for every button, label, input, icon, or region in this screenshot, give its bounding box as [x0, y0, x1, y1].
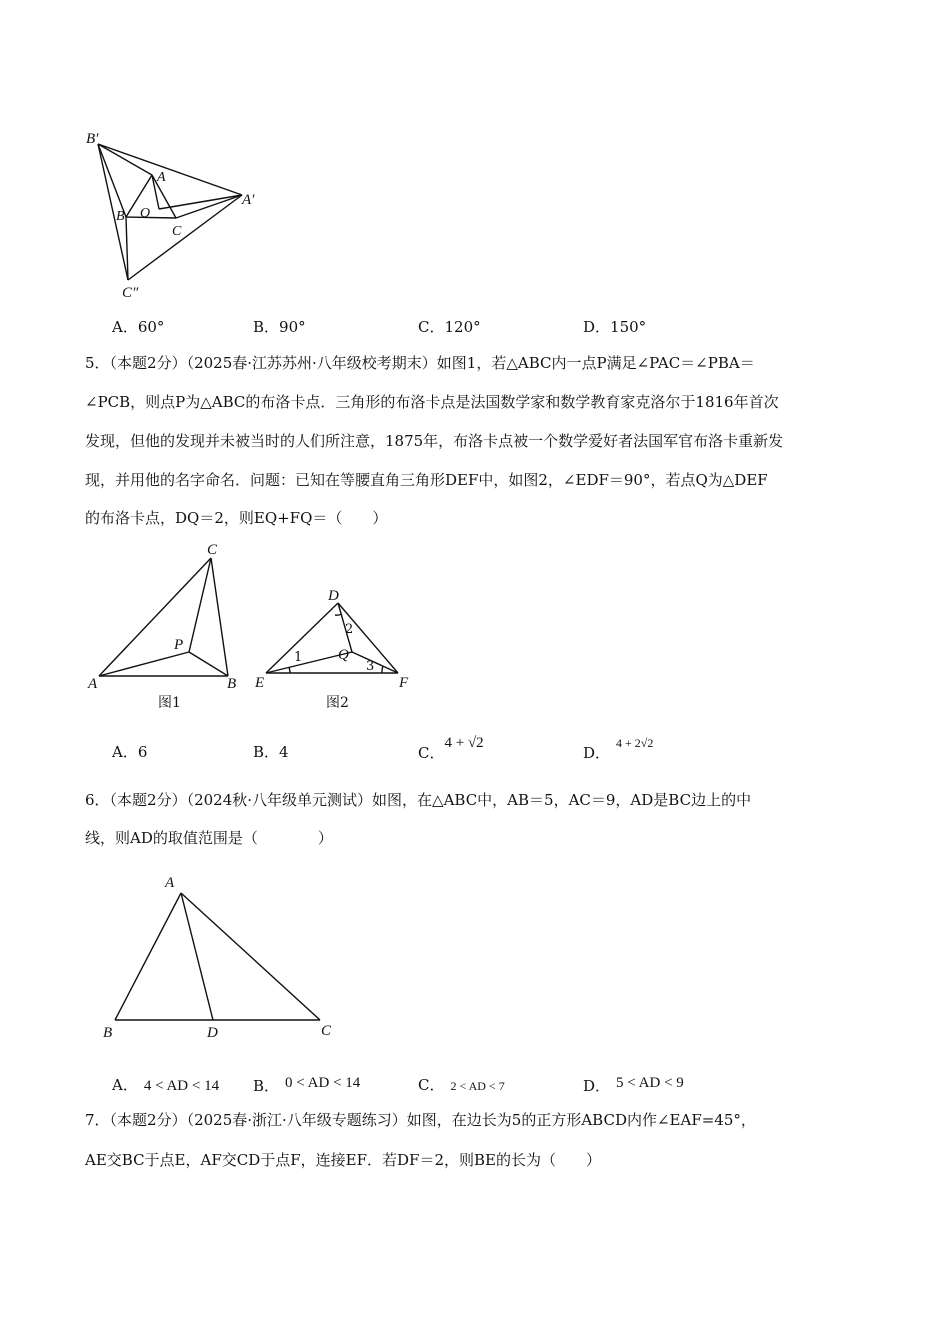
- q5-text-line-1: 5．（本题2分）（2025春·江苏苏州·八年级校考期末）如图1，若△ABC内一点P满足∠PAC＝∠PBA＝: [85, 354, 755, 372]
- q4-label-bprime: B′: [86, 131, 99, 147]
- q5-fig2-label-q: Q: [338, 647, 349, 663]
- q5-option-c: C．4 + √2: [418, 735, 484, 762]
- q5-fig1-label-b: B: [227, 676, 237, 692]
- q5-fig2-label-f: F: [399, 675, 409, 691]
- q6-text-line-2: 线，则AD的取值范围是（ ）: [85, 829, 333, 847]
- q4-option-a: A．60°: [112, 318, 165, 336]
- q4-label-a: A: [157, 170, 166, 185]
- q5-fig1-caption: 图1: [158, 695, 181, 711]
- q6-label-c: C: [321, 1023, 332, 1039]
- q4-label-cdoubleprime: C″: [122, 285, 139, 301]
- q6-option-c: C． 2 < AD < 7: [418, 1076, 505, 1094]
- q7-text-line-2: AE交BC于点E，AF交CD于点F，连接EF．若DF＝2，则BE的长为（ ）: [85, 1151, 601, 1169]
- q6-option-b: B． 0 < AD < 14: [253, 1075, 361, 1095]
- q5-fig1-label-c: C: [207, 542, 218, 558]
- q5-fig2-angle-3: 3: [366, 659, 375, 674]
- q5-fig2-label-e: E: [255, 675, 265, 691]
- q5-fig2-caption: 图2: [326, 695, 349, 711]
- q5-option-d: D．4 + 2√2: [583, 736, 654, 762]
- q5-text-line-4: 现，并用他的名字命名．问题：已知在等腰直角三角形DEF中，如图2，∠EDF＝90°，若点Q为△DEF: [85, 471, 768, 489]
- q5-figure-1: [85, 540, 255, 715]
- q4-label-c: C: [172, 224, 182, 239]
- q4-option-c: C．120°: [418, 318, 481, 336]
- q6-label-b: B: [103, 1025, 113, 1041]
- q4-option-b: B．90°: [253, 318, 306, 336]
- q7-text-line-1: 7．（本题2分）（2025春·浙江·八年级专题练习）如图，在边长为5的正方形ABCD内作∠EAF=45°，: [85, 1111, 756, 1129]
- q5-text-line-5: 的布洛卡点，DQ＝2，则EQ+FQ＝（ ）: [85, 509, 388, 527]
- q5-fig2-angle-2: 2: [345, 622, 354, 637]
- q6-option-d: D． 5 < AD < 9: [583, 1075, 684, 1095]
- q5-fig1-label-a: A: [88, 676, 98, 692]
- q6-text-line-1: 6．（本题2分）（2024秋·八年级单元测试）如图，在△ABC中，AB＝5，AC＝9，AD是BC边上的中: [85, 791, 752, 809]
- q4-label-o: O: [140, 206, 151, 221]
- q5-text-line-3: 发现，但他的发现并未被当时的人们所注意，1875年，布洛卡点被一个数学爱好者法国军官布洛卡重新发: [85, 432, 784, 450]
- q5-fig2-label-d: D: [328, 588, 339, 604]
- q5-fig2-angle-1: 1: [294, 650, 303, 665]
- q5-fig1-label-p: P: [174, 637, 184, 653]
- q4-figure: [80, 125, 280, 305]
- q6-figure: [95, 865, 345, 1045]
- q6-label-a: A: [165, 875, 175, 891]
- q4-label-aprime: A′: [242, 192, 255, 208]
- q4-option-d: D．150°: [583, 318, 647, 336]
- q6-option-a: A． 4 < AD < 14: [112, 1076, 220, 1094]
- q6-label-d: D: [207, 1025, 218, 1041]
- q5-text-line-2: ∠PCB，则点P为△ABC的布洛卡点．三角形的布洛卡点是法国数学家和数学教育家克洛尔于1816年首次: [85, 393, 779, 411]
- q4-label-b: B: [116, 209, 125, 224]
- q5-figure-2: [250, 585, 420, 715]
- q5-option-b: B．4: [253, 743, 289, 761]
- q5-option-a: A．6: [112, 743, 148, 761]
